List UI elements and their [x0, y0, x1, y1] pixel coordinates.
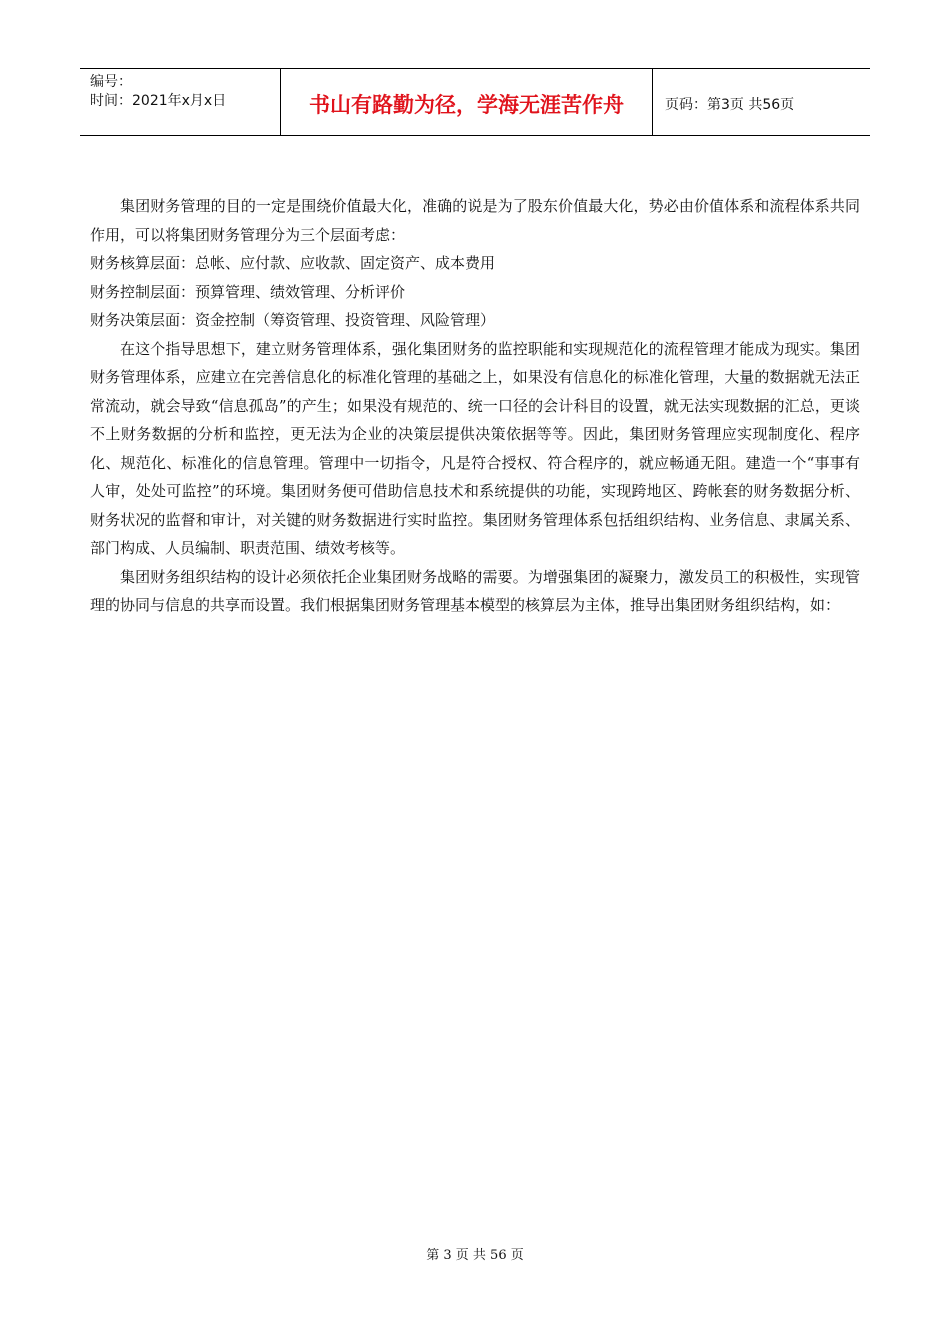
serial-number-label: 编号： [90, 74, 132, 90]
paragraph-structure: 集团财务组织结构的设计必须依托企业集团财务战略的需要。为增强集团的凝聚力，激发员工的积极性，实现管理的协同与信息的共享而设置。我们根据集团财务管理基本模型的核算层为主体，推导出集团财务组织结构，如： [90, 567, 860, 614]
paragraph-intro: 集团财务管理的目的一定是围绕价值最大化，准确的说是为了股东价值最大化，势必由价值体系和流程体系共同作用，可以将集团财务管理分为三个层面考虑： [90, 197, 860, 244]
footer-page-number: 第 3 页 共 56 页 [426, 1248, 524, 1263]
document-header [80, 68, 870, 136]
paragraph-system: 在这个指导思想下，建立财务管理体系，强化集团财务的监控职能和实现规范化的流程管理才能成为现实。集团财务管理体系，应建立在完善信息化的标准化管理的基础之上，如果没有信息化的标准化管理，大量的数据就无法正常流动，就会导致“信息孤岛”的产生；如果没有规范的、统一口径的会计科目的设置，就无法实现数据的汇总，更谈不上财务数据的分析和监控，更无法为企业的决策层提供决策依据等等。因此，集团财务管理应实现制度化、程序化、规范化、标准化的信息管理。管理中一切指令，凡是符合授权、符合程序的，就应畅通无阻。建造一个“事事有人审，处处可监控”的环境。集团财务便可借助信息技术和系统提供的功能，实现跨地区、跨帐套的财务数据分析、财务状况的监督和审计，对关键的财务数据进行实时监控。集团财务管理体系包括组织结构、业务信息、隶属关系、部门构成、人员编制、职责范围、绩效考核等。 [90, 339, 860, 557]
header-page-cell [653, 69, 870, 135]
date-line: 时间：2021年x月x日 [90, 93, 227, 109]
header-motto-cell [281, 69, 653, 135]
header-meta-cell [80, 69, 281, 135]
document-body [90, 192, 860, 620]
list-item-decision: 财务决策层面：资金控制（筹资管理、投资管理、风险管理） [90, 311, 496, 329]
list-item-control: 财务控制层面：预算管理、绩效管理、分析评价 [90, 282, 406, 301]
motto-text: 书山有路勤为径，学海无涯苦作舟 [309, 93, 624, 117]
page-info: 页码：第3页 共56页 [665, 97, 795, 113]
page-footer [0, 1244, 950, 1263]
list-item-accounting: 财务核算层面：总帐、应付款、应收款、固定资产、成本费用 [90, 254, 496, 272]
